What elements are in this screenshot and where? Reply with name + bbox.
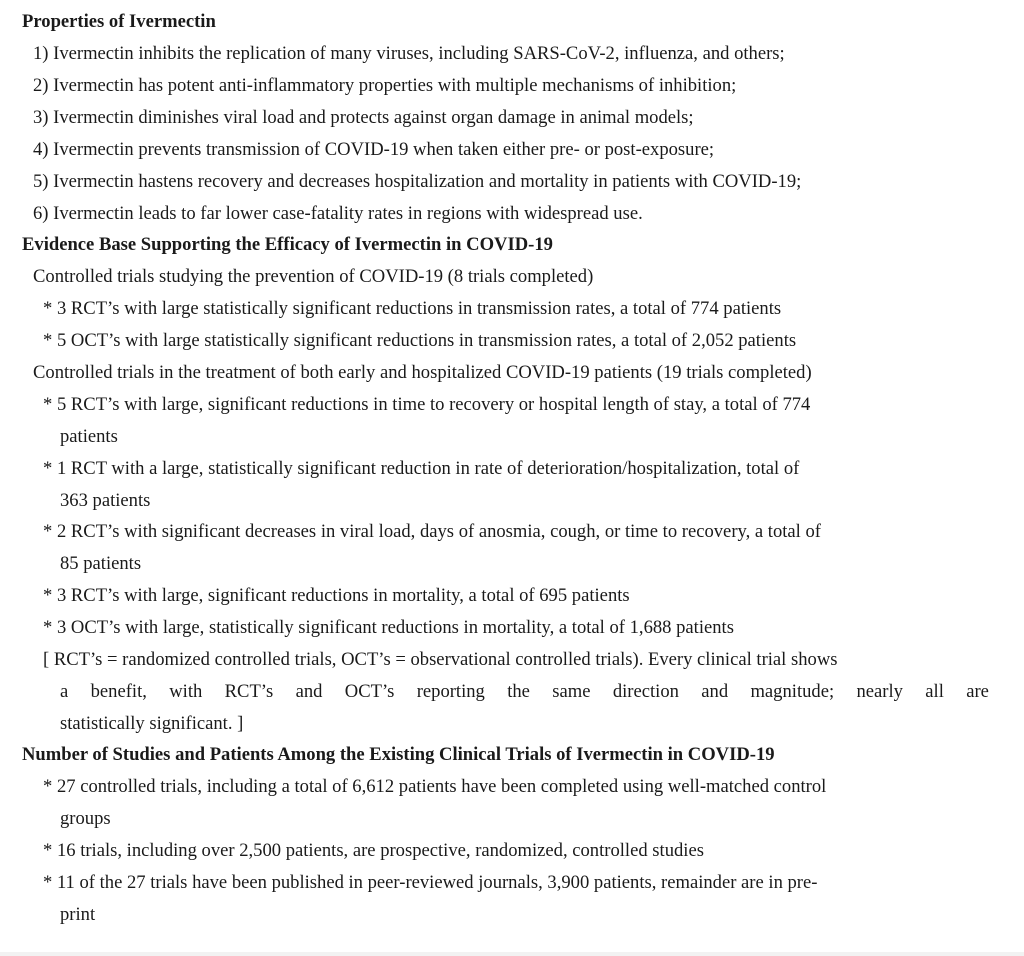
prevention-header: Controlled trials studying the prevention of COVID-19 (8 trials completed) — [33, 266, 594, 287]
numbers-item: * 27 controlled trials, including a total of 6,612 patients have been completed using well-matched control — [43, 776, 827, 797]
abbreviation-note-line3: statistically significant. ] — [60, 713, 244, 734]
numbers-item-continuation: groups — [60, 808, 111, 829]
numbers-item-continuation: print — [60, 904, 96, 925]
property-item: 1) Ivermectin inhibits the replication of many viruses, including SARS-CoV-2, influenza, and others; — [33, 43, 785, 64]
property-item: 3) Ivermectin diminishes viral load and protects against organ damage in animal models; — [33, 107, 694, 128]
note-word: all — [925, 681, 944, 702]
note-word: magnitude; — [750, 681, 835, 702]
treatment-item-continuation: 363 patients — [60, 490, 151, 511]
treatment-item: * 2 RCT’s with significant decreases in viral load, days of anosmia, cough, or time to recovery, a total of — [43, 521, 821, 542]
treatment-item: * 5 RCT’s with large, significant reductions in time to recovery or hospital length of stay, a total of 774 — [43, 394, 811, 415]
note-word: benefit, — [90, 681, 147, 702]
treatment-item-continuation: patients — [60, 426, 118, 447]
abbreviation-note: [ RCT’s = randomized controlled trials, OCT’s = observational controlled trials). Every clinical trial shows — [43, 649, 838, 670]
treatment-item: * 3 RCT’s with large, significant reductions in mortality, a total of 695 patients — [43, 585, 630, 606]
note-word: and — [295, 681, 323, 702]
treatment-header: Controlled trials in the treatment of both early and hospitalized COVID-19 patients (19 trials completed) — [33, 362, 812, 383]
note-word: the — [507, 681, 530, 702]
note-word: reporting — [416, 681, 485, 702]
note-word: direction — [612, 681, 679, 702]
property-item: 4) Ivermectin prevents transmission of COVID-19 when taken either pre- or post-exposure; — [33, 139, 715, 160]
note-word: with — [169, 681, 203, 702]
treatment-item-continuation: 85 patients — [60, 553, 142, 574]
note-word: nearly — [856, 681, 903, 702]
note-word: same — [552, 681, 591, 702]
section-title-properties: Properties of Ivermectin — [22, 11, 216, 32]
treatment-item: * 3 OCT’s with large, statistically significant reductions in mortality, a total of 1,688 patients — [43, 617, 734, 638]
section-title-numbers: Number of Studies and Patients Among the Existing Clinical Trials of Ivermectin in COVID-19 — [22, 744, 775, 765]
note-word: and — [701, 681, 729, 702]
treatment-item: * 1 RCT with a large, statistically significant reduction in rate of deterioration/hospitalization, total of — [43, 458, 800, 479]
prevention-item: * 3 RCT’s with large statistically significant reductions in transmission rates, a total of 774 patients — [43, 298, 782, 319]
property-item: 2) Ivermectin has potent anti-inflammatory properties with multiple mechanisms of inhibition; — [33, 75, 737, 96]
abbreviation-note-line2 — [60, 676, 989, 708]
note-word: RCT’s — [224, 681, 274, 702]
note-word: are — [966, 681, 989, 702]
property-item: 5) Ivermectin hastens recovery and decreases hospitalization and mortality in patients with COVID-19; — [33, 171, 802, 192]
page-bottom-edge — [0, 952, 1024, 956]
prevention-item: * 5 OCT’s with large statistically significant reductions in transmission rates, a total of 2,052 patients — [43, 330, 797, 351]
numbers-item: * 11 of the 27 trials have been published in peer-reviewed journals, 3,900 patients, remainder are in pre- — [43, 872, 818, 893]
property-item: 6) Ivermectin leads to far lower case-fatality rates in regions with widespread use. — [33, 203, 643, 224]
numbers-item: * 16 trials, including over 2,500 patients, are prospective, randomized, controlled studies — [43, 840, 704, 861]
note-word: a — [60, 681, 69, 702]
section-title-evidence: Evidence Base Supporting the Efficacy of Ivermectin in COVID-19 — [22, 234, 553, 255]
note-word: OCT’s — [344, 681, 395, 702]
